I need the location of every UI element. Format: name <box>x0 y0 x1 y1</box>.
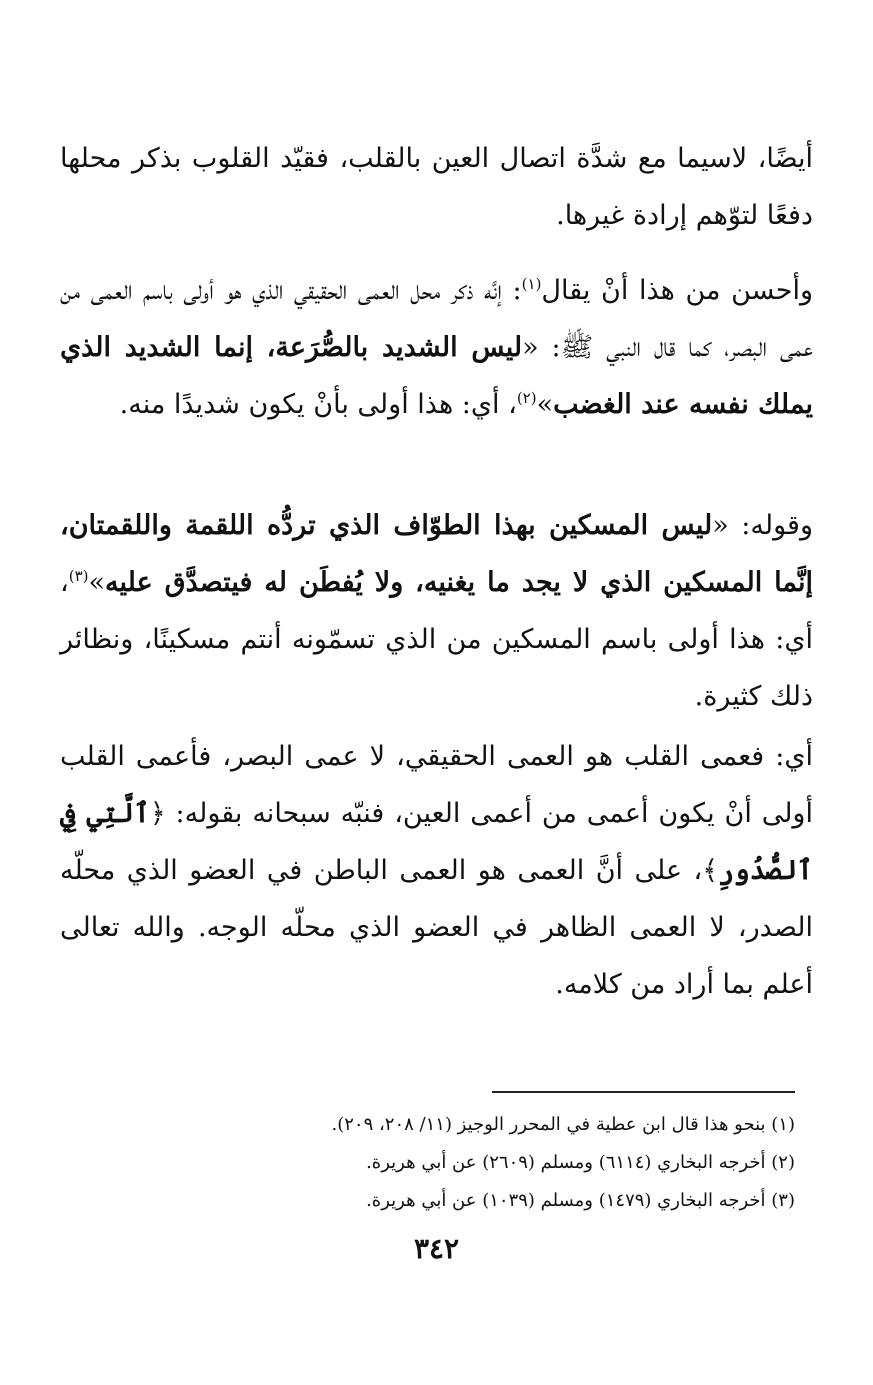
paragraph-3-text-a: وقوله: « <box>712 510 813 541</box>
footnote-ref-2[interactable]: (٢) <box>516 389 537 407</box>
footnotes <box>60 1106 795 1220</box>
footnote-ref-1[interactable]: (١) <box>521 275 542 293</box>
quran-quote: ٱلَّتِي فِي ٱلصُّدُورِ <box>60 798 813 886</box>
paragraph-4-text-a: أي: فعمى القلب هو العمى الحقيقي، لا عمى البصر، فأعمى القلب أولى أنْ يكون أعمى من أعمى العين، فنبّه سبحانه بقوله: ﴿ <box>60 741 813 829</box>
hadith-quote-2: ليس المسكين بهذا الطوّاف الذي تردُّه اللقمة واللقمتان، إنَّما المسكين الذي لا يجد ما يغنيه، ولا يُفطَن له فيتصدَّق عليه <box>60 510 813 598</box>
footnote-1 <box>60 1106 795 1144</box>
paragraph-2-text-a: وأحسن من هذا أنْ يقال <box>541 275 813 306</box>
footnote-number: (٣) <box>771 1190 795 1211</box>
paragraph-3-text-b: » <box>88 567 106 598</box>
paragraph-1-text: أيضًا، لاسيما مع شدَّة اتصال العين بالقلب، فقيّد القلوب بذكر محلها دفعًا لتوّهم إرادة غيرها. <box>60 143 813 231</box>
footnote-text: أخرجه البخاري (١٤٧٩) ومسلم (١٠٣٩) عن أبي هريرة. <box>366 1190 766 1211</box>
paragraph-3 <box>60 497 813 725</box>
footnote-number: (٢) <box>771 1152 795 1173</box>
page-number: ٣٤٢ <box>413 1232 460 1265</box>
hadith-quote-1: ليس الشديد بالصُّرَعة، إنما الشديد الذي يملك نفسه عند الغضب <box>60 332 813 420</box>
paragraph-2-text-d: ، أي: هذا أولى بأنْ يكون شديدًا منه. <box>119 389 517 420</box>
footnote-number: (١) <box>771 1114 795 1135</box>
footnote-text: أخرجه البخاري (٦١١٤) ومسلم (٢٦٠٩) عن أبي هريرة. <box>366 1152 766 1173</box>
paragraph-4 <box>60 728 813 1013</box>
footnote-3 <box>60 1182 795 1220</box>
paragraph-2-text-c: » <box>536 389 554 420</box>
footnote-divider <box>492 1091 795 1093</box>
paragraph-2-text-b: : إنَّه ذكر محل العمى الحقيقي الذي هو أولى باسم العمى من عمى البصر، كما قال النبي ﷺ: « <box>60 275 813 363</box>
paragraph-1 <box>60 130 813 244</box>
footnote-ref-3[interactable]: (٣) <box>68 567 89 585</box>
paragraph-3-text-c: ، أي: هذا أولى باسم المسكين من الذي تسمّونه أنتم مسكينًا، ونظائر ذلك كثيرة. <box>60 567 813 712</box>
footnote-2 <box>60 1144 795 1182</box>
footnote-text: بنحو هذا قال ابن عطية في المحرر الوجيز (١١/ ٢٠٨، ٢٠٩). <box>331 1114 766 1135</box>
paragraph-2 <box>60 262 813 433</box>
paragraph-4-text-b: ﴾، على أنَّ العمى هو العمى الباطن في العضو الذي محلّه الصدر، لا العمى الظاهر في العضو الذي محلّه الوجه. والله تعالى أعلم بما أراد من كلامه. <box>60 855 813 1000</box>
